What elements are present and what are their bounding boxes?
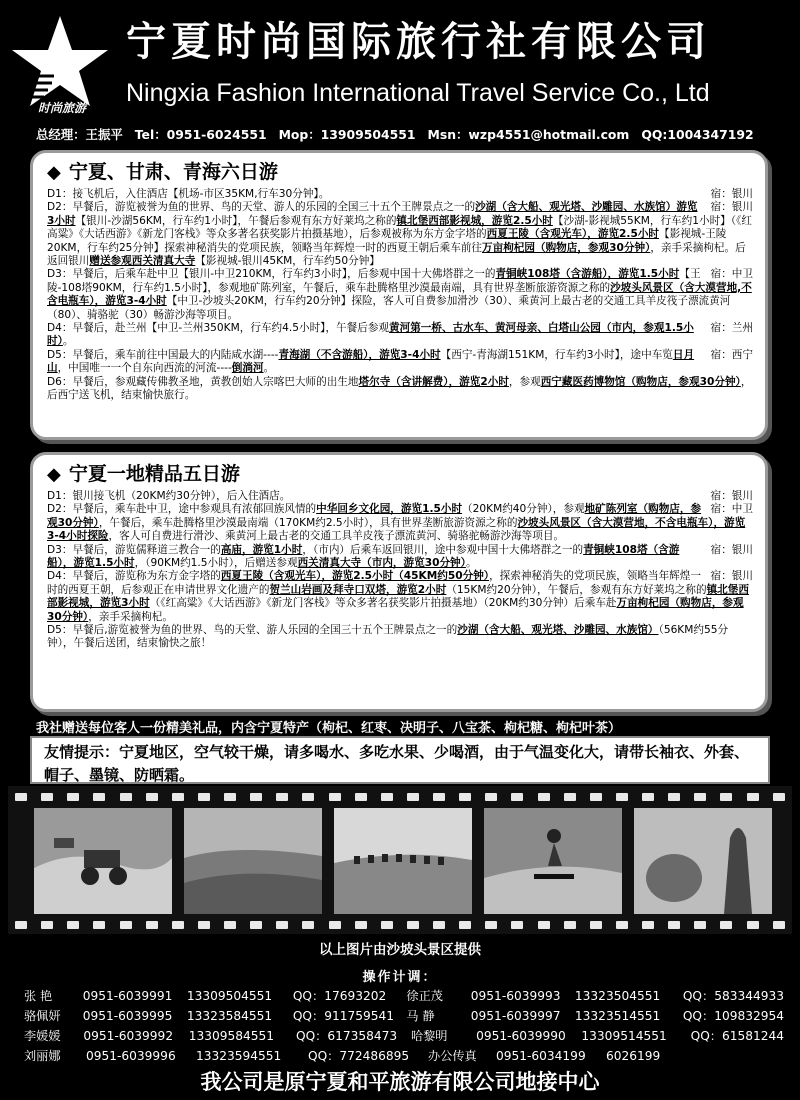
film-hole: [485, 921, 497, 929]
film-hole: [747, 793, 759, 801]
operator-mobile: 6026199: [606, 1049, 661, 1063]
itinerary-day: [47, 349, 753, 376]
film-hole: [381, 921, 393, 929]
tour1-itinerary: [47, 188, 753, 403]
film-hole: [407, 921, 419, 929]
overnight-city: 宿：兰州: [710, 322, 753, 335]
film-hole: [381, 793, 393, 801]
operator-mobile: 13309584551: [188, 1029, 275, 1043]
overnight-city: 宿：银川: [710, 570, 753, 583]
operator-tel: 0951-6039996: [86, 1049, 176, 1063]
itinerary-day: [47, 624, 753, 651]
day-text: （20KM约40分钟），参观: [462, 503, 585, 516]
operator-mobile: 13309514551: [581, 1029, 667, 1043]
tour1-box: [30, 150, 768, 440]
day-text: （《红高粱》《大话西游》《新龙门客栈》等众多著名获奖影片拍摄基地）（20KM约30分钟）后乘车赴: [149, 597, 617, 610]
operator-name: 马 静: [406, 1009, 435, 1023]
day-text: ，后西宁送飞机，结束愉快旅行。: [47, 375, 752, 402]
day-label: D6：: [47, 375, 73, 388]
highlight-text: 沙坡头风景区（含大漠营地，不含电瓶车），游览3-4小时探险: [47, 516, 746, 543]
day-text: 。: [465, 557, 477, 570]
header: [0, 0, 800, 148]
manager: 总经理：王振平: [36, 127, 123, 142]
day-text: ，客人可自费进行滑沙、乘黄河上最古老的交通工具羊皮筏子漂流黄河、骑骆驼畅游沙海等项目。: [108, 530, 565, 543]
film-hole: [146, 793, 158, 801]
day-label: D5：: [47, 348, 73, 361]
day-text: ，亲手采摘枸杞。后返回银川: [47, 241, 746, 268]
film-hole: [172, 793, 184, 801]
day-label: D2：: [47, 201, 73, 214]
film-hole: [67, 921, 79, 929]
day-label: D2：: [47, 503, 73, 516]
film-hole: [459, 921, 471, 929]
company-title-cn: 宁夏时尚国际旅行社有限公司: [126, 19, 711, 65]
day-text: 早餐后，游览称为东方金字塔的: [72, 570, 221, 583]
highlight-text: 万亩枸杞园（购物店，参观30分钟）: [482, 241, 651, 254]
operator-row: [24, 1026, 784, 1046]
operator-tel: 0951-6034199: [496, 1049, 586, 1063]
operator-tel: 0951-6039997: [470, 1009, 561, 1023]
day-text: ，（90KM约1.5小时），后赠送参观: [134, 557, 298, 570]
film-hole: [329, 921, 341, 929]
operator-tel: 0951-6039991: [82, 989, 173, 1003]
day-text: ，午餐后，乘车赴腾格里沙漠最南端（170KM约2.5小时），具有世界垄断旅游资源之称的: [98, 516, 518, 529]
film-hole: [642, 921, 654, 929]
operator-name: 办公传真: [428, 1049, 477, 1063]
photo-caption: 以上图片由沙坡头景区提供: [319, 942, 481, 958]
operators-title: 操作计调：: [362, 970, 438, 985]
itinerary-day: [47, 544, 753, 571]
day-text: 早餐后，参观藏传佛教圣地，黄教创始人宗喀巴大师的出生地: [72, 375, 359, 388]
film-hole: [67, 793, 79, 801]
film-hole: [407, 793, 419, 801]
film-hole: [302, 793, 314, 801]
film-hole: [224, 793, 236, 801]
stone-statue-photo: [634, 808, 772, 914]
film-hole: [694, 921, 706, 929]
itinerary-day: [47, 503, 753, 543]
highlight-text: 黄河第一桥、古水车、黄河母亲、白塔山公园（市内，参观1.5小时）: [47, 322, 694, 348]
mobile: Mop：13909504551: [278, 127, 416, 142]
film-hole: [720, 793, 732, 801]
film-hole: [15, 921, 27, 929]
highlight-text: 青铜峡108塔（含游船），游览1.5小时: [47, 543, 680, 570]
itinerary-day: [47, 201, 753, 268]
friendly-tips: [44, 741, 764, 787]
day-text: 【王陵-108塔90KM，行车约1.5小时】，参观地矿陈列室，午餐后，乘车赴腾格里沙漠最南端，具有世界垄断旅游资源之称的: [47, 268, 701, 294]
operator-name: 骆佩妍: [24, 1009, 61, 1023]
operator-mobile: 13323594551: [196, 1049, 282, 1063]
day-text: ，亲手采摘枸杞。: [88, 610, 173, 623]
day-label: D4：: [47, 322, 73, 335]
highlight-text: 沙湖（含大船、观光塔、沙雕园、水族馆）: [457, 624, 659, 637]
operator-qq: QQ：617358473: [296, 1029, 398, 1043]
highlight-text: 赠送参观西关清真大寺: [89, 255, 196, 268]
day-text: ，中国唯一一个自东向西流的河流----: [57, 362, 232, 375]
gift-notice: 我社赠送每位客人一份精美礼品，内含宁夏特产（枸杞、红枣、决明子、八宝茶、枸杞糖、枸杞叶茶）: [36, 721, 622, 736]
operator-mobile: 13323504551: [574, 989, 661, 1003]
film-hole: [41, 921, 53, 929]
film-hole: [120, 921, 132, 929]
film-hole: [172, 921, 184, 929]
operator-qq: QQ：61581244: [690, 1029, 785, 1043]
operator-qq: QQ：583344933: [682, 989, 784, 1003]
highlight-text: 倒淌河: [231, 362, 264, 375]
diamond-icon: ◆: [47, 162, 61, 183]
tour2-itinerary: [47, 490, 753, 651]
day-text: 【西宁-青海湖151KM，行车约3小时】，途中车览: [440, 348, 673, 361]
film-hole: [250, 921, 262, 929]
film-hole: [720, 921, 732, 929]
day-text: 【银川-沙湖56KM，行车约1小时】，午餐后参观有东方好莱坞之称的: [75, 214, 397, 227]
operator-row: [24, 1006, 784, 1026]
qq: QQ:1004347192: [641, 127, 754, 142]
film-hole: [224, 921, 236, 929]
logo-text: 时尚旅游: [37, 101, 86, 115]
overnight-city: 宿：银川: [710, 490, 753, 502]
day-text: 。: [263, 362, 275, 375]
highlight-text: 高庙，游览1小时: [220, 543, 303, 556]
highlight-text: 地矿陈列室（购物店，参观30分钟）: [47, 503, 702, 529]
highlight-text: 贺兰山岩画及拜寺口双塔，游览2小时: [269, 583, 447, 596]
tel: Tel：0951-6024551: [134, 127, 267, 142]
highlight-text: 日月山: [47, 348, 695, 375]
highlight-text: 万亩枸杞园（购物店，参观30分钟）: [47, 597, 744, 623]
film-hole: [538, 793, 550, 801]
film-hole: [250, 793, 262, 801]
film-hole: [329, 793, 341, 801]
day-text: 【沙湖-影视城55KM，行车约1小时】（《红高粱》《大话西游》《新龙门客栈》等众多著名获奖影片拍摄基地），后参观被称为东方金字塔的: [47, 214, 752, 241]
day-text: 【影视城-银川45KM，行车约50分钟】: [195, 255, 380, 268]
day-text: 【中卫-沙坡头20KM，行车约20分钟】探险，客人可自费参加滑沙（30）、乘黄河上最古老的交通工具羊皮筏子漂流黄河（80）、骑骆驼（30）畅游沙海等项目。: [47, 295, 731, 321]
operator-mobile: 13323514551: [574, 1009, 661, 1023]
tips-text: 宁夏地区，空气较干燥，请多喝水、多吃水果、少喝酒，由于气温变化大，请带长袖衣、外套、帽子、墨镜、防晒霜。: [44, 743, 750, 784]
day-text: 接飞机后，入住酒店【机场-市区35KM,行车30分钟】。: [72, 188, 330, 200]
day-text: ，（市内）后乘车返回银川，途中参观中国十大佛塔群之一的: [302, 543, 584, 556]
overnight-city: 宿：银川: [710, 188, 753, 200]
film-hole: [616, 921, 628, 929]
film-hole: [511, 921, 523, 929]
contact-line: [36, 125, 796, 143]
day-text: ，参观: [508, 375, 541, 388]
itinerary-day: [47, 188, 753, 201]
footer-slogan: 我公司是原宁夏和平旅游有限公司地接中心: [200, 1070, 600, 1094]
day-text: 早餐后，乘车前往中国最大的内陆咸水湖----: [72, 348, 279, 361]
overnight-city: 宿：中卫: [710, 268, 753, 281]
film-hole: [355, 921, 367, 929]
operator-row: [24, 986, 784, 1006]
film-hole: [511, 793, 523, 801]
operator-row: [24, 1046, 784, 1066]
film-hole: [93, 921, 105, 929]
itinerary-day: [47, 490, 753, 503]
itinerary-day: [47, 376, 753, 403]
operator-tel: 0951-6039990: [476, 1029, 566, 1043]
day-text: 早餐后，乘车赴中卫，途中参观具有浓郁回族风情的: [72, 503, 317, 516]
film-hole: [302, 921, 314, 929]
highlight-text: 青海湖（不含游船），游览3-4小时: [278, 348, 441, 361]
overnight-city: 宿：中卫: [710, 503, 753, 516]
film-hole: [564, 921, 576, 929]
operator-name: 张 艳: [24, 989, 53, 1003]
film-hole: [15, 793, 27, 801]
operator-qq: QQ：772486895: [308, 1049, 410, 1063]
film-hole: [433, 921, 445, 929]
highlight-text: 沙坡头风景区（含大漠营地,不含电瓶车），游览3-4小时: [47, 281, 752, 308]
film-hole: [747, 921, 759, 929]
film-hole: [459, 793, 471, 801]
film-hole: [433, 793, 445, 801]
operator-mobile: 13323584551: [186, 1009, 273, 1023]
film-hole: [590, 921, 602, 929]
tour1-title: ◆ 宁夏、甘肃、青海六日游: [47, 161, 278, 183]
film-hole: [355, 793, 367, 801]
film-hole: [485, 793, 497, 801]
operator-tel: 0951-6039993: [470, 989, 561, 1003]
day-text: ，探索神秘消失的党项民族，领略当年辉煌一时的西夏王朝，后参观正在申请世界文化遗产的: [47, 570, 701, 596]
film-hole: [564, 793, 576, 801]
film-hole: [773, 921, 785, 929]
operator-qq: QQ：17693202: [292, 989, 387, 1003]
film-hole: [616, 793, 628, 801]
day-text: 银川接飞机（20KM约30分钟），后入住酒店。: [72, 490, 291, 502]
sand-buggy-photo: [34, 808, 172, 914]
day-label: D1：: [47, 188, 73, 200]
film-hole: [668, 793, 680, 801]
film-hole: [694, 793, 706, 801]
itinerary-day: [47, 322, 753, 349]
operator-mobile: 13309504551: [186, 989, 273, 1003]
operator-tel: 0951-6039992: [83, 1029, 174, 1043]
operator-name: 哈黎明: [410, 1029, 448, 1043]
itinerary-day: [47, 570, 753, 624]
overnight-city: 宿：银川: [710, 201, 753, 214]
tips-label: 友情提示：: [44, 743, 120, 761]
film-holes-bottom: [8, 918, 792, 932]
highlight-text: 西关清真大寺（市内，游览30分钟）: [297, 557, 466, 570]
photo-filmstrip: [8, 786, 792, 934]
tour2-title: ◆ 宁夏一地精品五日游: [47, 463, 240, 485]
operator-qq: QQ：911759541: [292, 1009, 394, 1023]
overnight-city: 宿：西宁: [710, 348, 753, 361]
highlight-text: 中华回乡文化园，游览1.5小时: [316, 503, 463, 516]
operator-name: 李媛媛: [24, 1029, 61, 1043]
highlight-text: 镇北堡西部影视城，游览3小时: [47, 583, 749, 610]
day-text: 【影视城-王陵20KM，行车约25分钟】探索神秘消失的党项民族，领略当年辉煌一时的西夏王朝后乘车前往: [47, 228, 727, 254]
sandboarding-photo: [484, 808, 622, 914]
operators-list: [24, 986, 784, 1066]
day-text: 早餐后，游览被誉为鱼的世界、鸟的天堂、游人的乐园的全国三十五个王牌景点之一的: [72, 201, 476, 214]
highlight-text: 青铜峡108塔（含游船），游览1.5小时: [495, 268, 680, 281]
film-hole: [773, 793, 785, 801]
film-hole: [590, 793, 602, 801]
highlight-text: 镇北堡西部影视城，游览2.5小时: [396, 214, 553, 227]
film-hole: [538, 921, 550, 929]
day-text: 早餐后，游览儒释道三教合一的: [72, 543, 221, 556]
highlight-text: 塔尔寺（含讲解费），游览2小时: [358, 375, 509, 388]
film-hole: [198, 793, 210, 801]
film-hole: [120, 793, 132, 801]
film-hole: [198, 921, 210, 929]
highlight-text: 西夏王陵（含观光车），游览2.5小时: [486, 228, 660, 241]
day-text: 早餐后，赴兰州【中卫-兰州350KM，行车约4.5小时】，午餐后参观: [72, 322, 390, 335]
operator-tel: 0951-6039995: [82, 1009, 173, 1023]
film-hole: [642, 793, 654, 801]
day-text: 早餐后，后乘车赴中卫【银川-中卫210KM，行车约3小时】，后参观中国十大佛塔群之一的: [72, 268, 496, 281]
day-label: D5：: [47, 624, 73, 637]
film-hole: [668, 921, 680, 929]
desert-dunes-photo: [184, 808, 322, 914]
film-hole: [41, 793, 53, 801]
highlight-text: 西夏王陵（含观光车），游览2.5小时（45KM约50分钟）: [220, 570, 490, 583]
film-hole: [146, 921, 158, 929]
highlight-text: 沙湖（含大船、观光塔、沙雕园、水族馆）游览3小时: [47, 201, 698, 227]
day-label: D3：: [47, 268, 73, 281]
highlight-text: 西宁藏医药博物馆（购物店，参观30分钟）: [540, 375, 741, 388]
diamond-icon: ◆: [47, 464, 61, 485]
film-hole: [276, 921, 288, 929]
msn: Msn：wzp4551@hotmail.com: [427, 127, 630, 142]
day-text: （56KM约55分钟），午餐后送团，结束愉快之旅！: [47, 624, 729, 650]
day-text: （15KM约20分钟），午餐后，参观有东方好莱坞之称的: [446, 583, 707, 596]
day-label: D1：: [47, 490, 73, 502]
day-label: D4：: [47, 570, 73, 583]
operator-qq: QQ：109832954: [682, 1009, 784, 1023]
day-label: D3：: [47, 543, 73, 556]
film-hole: [93, 793, 105, 801]
tour2-box: [30, 452, 768, 712]
camel-caravan-photo: [334, 808, 472, 914]
film-holes-top: [8, 790, 792, 804]
company-title-en: Ningxia Fashion International Travel Service Co., Ltd: [126, 79, 710, 107]
day-text: 早餐后,游览被誉为鱼的世界、鸟的天堂、游人乐园的全国三十五个王牌景点之一的: [72, 624, 458, 637]
operator-name: 徐正茂: [406, 989, 443, 1003]
operator-name: 刘丽娜: [24, 1049, 61, 1063]
itinerary-day: [47, 268, 753, 322]
overnight-city: 宿：银川: [710, 543, 753, 556]
film-hole: [276, 793, 288, 801]
day-text: 。: [62, 335, 74, 348]
